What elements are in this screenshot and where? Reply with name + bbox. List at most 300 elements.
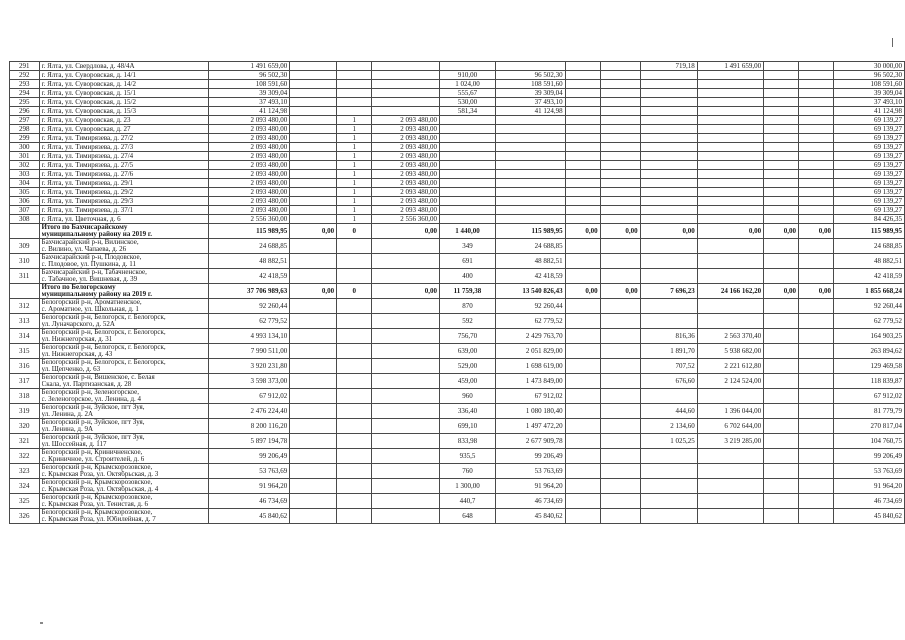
- row-number: 291: [10, 62, 40, 71]
- value-cell-c13: 48 882,51: [833, 254, 904, 269]
- value-cell-c12: [799, 434, 834, 449]
- table-row: [10, 509, 905, 524]
- value-cell-c12: [799, 98, 834, 107]
- value-cell-c2: [290, 494, 337, 509]
- address-line: ул. Ленина, д. 2А: [41, 411, 94, 418]
- value-cell-c5: [439, 143, 495, 152]
- value-cell-c7: [565, 188, 600, 197]
- value-cell-c5: 691: [439, 254, 495, 269]
- value-cell-c11: [764, 170, 799, 179]
- value-cell-c8: [600, 509, 640, 524]
- value-cell-c13: 164 903,25: [833, 329, 904, 344]
- value-cell-c1: 2 093 480,00: [208, 170, 290, 179]
- value-cell-c3: [337, 479, 372, 494]
- value-cell-c5: [439, 188, 495, 197]
- value-cell-c11: [764, 449, 799, 464]
- value-cell-c4: [372, 98, 440, 107]
- table-row: [10, 62, 905, 71]
- value-cell-c3: [337, 329, 372, 344]
- row-number: 303: [10, 170, 40, 179]
- address-line: с. Крымская Роза, ул. Юбилейная, д. 7: [41, 516, 156, 523]
- value-cell-c10: [697, 494, 763, 509]
- value-cell-c1: 45 840,62: [208, 509, 290, 524]
- value-cell-c7: [565, 125, 600, 134]
- address-line: с. Плодовое, ул. Пушкина, д. 11: [41, 261, 136, 268]
- value-cell-c13: 53 763,69: [833, 464, 904, 479]
- address-cell: [39, 125, 208, 134]
- value-cell-c1: 37 493,10: [208, 98, 290, 107]
- value-cell-c7: [565, 269, 600, 284]
- value-cell-c2: [290, 479, 337, 494]
- value-cell-c2: [290, 374, 337, 389]
- value-cell-c4: [372, 404, 440, 419]
- value-cell-c9: 0,00: [640, 224, 697, 239]
- address-line: г. Ялта, ул. Суворовская, д. 14/2: [41, 80, 136, 88]
- value-cell-c3: 1: [337, 188, 372, 197]
- value-cell-c10: [697, 71, 763, 80]
- value-cell-c11: [764, 494, 799, 509]
- value-cell-c2: [290, 314, 337, 329]
- address-line: Скала, ул. Партизанская, д. 28: [41, 381, 132, 388]
- value-cell-c4: [372, 269, 440, 284]
- value-cell-c2: [290, 464, 337, 479]
- value-cell-c9: [640, 464, 697, 479]
- value-cell-c5: 833,98: [439, 434, 495, 449]
- value-cell-c6: 2 429 763,70: [495, 329, 565, 344]
- value-cell-c9: [640, 197, 697, 206]
- value-cell-c12: [799, 179, 834, 188]
- value-cell-c11: [764, 299, 799, 314]
- address-line: ул. Шоссейная, д. 117: [41, 441, 107, 448]
- address-line: Белогорский р-н, Белогорск, г. Белогорск,: [41, 344, 166, 351]
- value-cell-c4: [372, 62, 440, 71]
- address-cell: [39, 494, 208, 509]
- value-cell-c13: 62 779,52: [833, 314, 904, 329]
- table-row: [10, 152, 905, 161]
- value-cell-c10: 0,00: [697, 224, 763, 239]
- value-cell-c3: [337, 80, 372, 89]
- value-cell-c13: 1 855 668,24: [833, 284, 904, 299]
- value-cell-c1: 67 912,02: [208, 389, 290, 404]
- table-row: [10, 161, 905, 170]
- value-cell-c6: 108 591,60: [495, 80, 565, 89]
- value-cell-c12: [799, 329, 834, 344]
- value-cell-c5: 336,40: [439, 404, 495, 419]
- address-line: Белогорский р-н, Зеленогорское,: [41, 389, 139, 396]
- value-cell-c1: 7 990 511,00: [208, 344, 290, 359]
- row-number: 324: [10, 479, 40, 494]
- value-cell-c13: 108 591,60: [833, 80, 904, 89]
- row-number: 294: [10, 89, 40, 98]
- value-cell-c9: [640, 449, 697, 464]
- value-cell-c13: 263 894,62: [833, 344, 904, 359]
- total-row: [10, 284, 905, 299]
- address-cell: [39, 464, 208, 479]
- row-number: 310: [10, 254, 40, 269]
- address-line: г. Ялта, ул. Тимирязева, д. 37/1: [41, 206, 134, 214]
- address-line: г. Ялта, ул. Суворовская, д. 23: [41, 116, 131, 124]
- address-line: с. Крымская Роза, ул. Октябрьская, д. 4: [41, 486, 159, 493]
- value-cell-c7: [565, 509, 600, 524]
- value-cell-c5: [439, 170, 495, 179]
- value-cell-c9: [640, 98, 697, 107]
- value-cell-c4: [372, 89, 440, 98]
- value-cell-c8: [600, 329, 640, 344]
- address-cell: [39, 89, 208, 98]
- value-cell-c1: 2 093 480,00: [208, 179, 290, 188]
- value-cell-c11: [764, 314, 799, 329]
- value-cell-c2: [290, 107, 337, 116]
- row-number: 321: [10, 434, 40, 449]
- value-cell-c5: 440,7: [439, 494, 495, 509]
- address-cell: [39, 161, 208, 170]
- value-cell-c9: [640, 107, 697, 116]
- table-row: [10, 494, 905, 509]
- value-cell-c1: 99 206,49: [208, 449, 290, 464]
- value-cell-c3: 1: [337, 179, 372, 188]
- value-cell-c5: 349: [439, 239, 495, 254]
- value-cell-c6: 1 473 849,00: [495, 374, 565, 389]
- value-cell-c11: [764, 404, 799, 419]
- value-cell-c5: 1 440,00: [439, 224, 495, 239]
- value-cell-c3: 1: [337, 125, 372, 134]
- address-cell: [39, 434, 208, 449]
- address-cell: [39, 170, 208, 179]
- value-cell-c4: 2 093 480,00: [372, 161, 440, 170]
- value-cell-c8: [600, 494, 640, 509]
- value-cell-c5: [439, 206, 495, 215]
- value-cell-c12: [799, 344, 834, 359]
- address-line: с. Зеленогорское, ул. Ленина, д. 4: [41, 396, 142, 403]
- value-cell-c12: [799, 314, 834, 329]
- value-cell-c3: [337, 344, 372, 359]
- value-cell-c3: [337, 359, 372, 374]
- value-cell-c9: [640, 116, 697, 125]
- value-cell-c7: [565, 179, 600, 188]
- value-cell-c12: [799, 464, 834, 479]
- value-cell-c8: [600, 98, 640, 107]
- value-cell-c9: 816,36: [640, 329, 697, 344]
- address-line: Белогорский р-н, Крымскорозовское,: [41, 464, 153, 471]
- address-cell: [39, 179, 208, 188]
- value-cell-c11: [764, 107, 799, 116]
- value-cell-c4: [372, 71, 440, 80]
- address-line: г. Ялта, ул. Тимирязева, д. 29/2: [41, 188, 134, 196]
- value-cell-c7: [565, 404, 600, 419]
- value-cell-c5: 935,5: [439, 449, 495, 464]
- value-cell-c8: [600, 449, 640, 464]
- value-cell-c2: [290, 170, 337, 179]
- value-cell-c7: [565, 254, 600, 269]
- address-line: ул. Нижнегорская, д. 43: [41, 351, 113, 358]
- value-cell-c7: [565, 434, 600, 449]
- address-line: Белогорский р-н, Зуйское, пгт Зуя,: [41, 404, 145, 411]
- value-cell-c8: [600, 80, 640, 89]
- value-cell-c6: [495, 125, 565, 134]
- table-row: [10, 188, 905, 197]
- value-cell-c3: 1: [337, 152, 372, 161]
- value-cell-c2: [290, 299, 337, 314]
- value-cell-c12: [799, 143, 834, 152]
- value-cell-c2: [290, 434, 337, 449]
- value-cell-c9: [640, 314, 697, 329]
- value-cell-c5: [439, 179, 495, 188]
- table-row: [10, 314, 905, 329]
- table-row: [10, 449, 905, 464]
- value-cell-c8: [600, 206, 640, 215]
- address-cell: [39, 224, 208, 239]
- value-cell-c5: 529,00: [439, 359, 495, 374]
- value-cell-c8: [600, 434, 640, 449]
- value-cell-c8: [600, 239, 640, 254]
- value-cell-c12: [799, 449, 834, 464]
- value-cell-c2: [290, 449, 337, 464]
- value-cell-c1: 2 093 480,00: [208, 197, 290, 206]
- row-number: 297: [10, 116, 40, 125]
- value-cell-c13: 69 139,27: [833, 206, 904, 215]
- value-cell-c6: 45 840,62: [495, 509, 565, 524]
- table-row: [10, 80, 905, 89]
- value-cell-c5: 760: [439, 464, 495, 479]
- value-cell-c4: 2 093 480,00: [372, 179, 440, 188]
- table-row: [10, 374, 905, 389]
- value-cell-c13: 91 964,20: [833, 479, 904, 494]
- value-cell-c8: [600, 107, 640, 116]
- value-cell-c7: [565, 494, 600, 509]
- value-cell-c10: [697, 254, 763, 269]
- address-line: Итого по Белогорскому: [41, 284, 116, 291]
- address-cell: [39, 284, 208, 299]
- value-cell-c10: [697, 134, 763, 143]
- value-cell-c2: [290, 269, 337, 284]
- value-cell-c12: [799, 374, 834, 389]
- value-cell-c1: 91 964,20: [208, 479, 290, 494]
- value-cell-c5: 1 300,00: [439, 479, 495, 494]
- value-cell-c13: 115 989,95: [833, 224, 904, 239]
- row-number: 298: [10, 125, 40, 134]
- scan-dust-mark: [40, 622, 43, 624]
- value-cell-c8: [600, 419, 640, 434]
- value-cell-c9: 676,60: [640, 374, 697, 389]
- value-cell-c12: 0,00: [799, 224, 834, 239]
- table-row: [10, 299, 905, 314]
- value-cell-c12: [799, 71, 834, 80]
- value-cell-c8: [600, 389, 640, 404]
- value-cell-c9: 7 696,23: [640, 284, 697, 299]
- row-number: 320: [10, 419, 40, 434]
- value-cell-c10: [697, 464, 763, 479]
- row-number: 311: [10, 269, 40, 284]
- value-cell-c6: 13 540 826,43: [495, 284, 565, 299]
- value-cell-c13: 30 000,00: [833, 62, 904, 71]
- value-cell-c4: 0,00: [372, 284, 440, 299]
- value-cell-c2: [290, 152, 337, 161]
- value-cell-c7: [565, 71, 600, 80]
- value-cell-c4: [372, 107, 440, 116]
- value-cell-c7: [565, 374, 600, 389]
- value-cell-c7: [565, 170, 600, 179]
- value-cell-c12: [799, 89, 834, 98]
- table-row: [10, 269, 905, 284]
- address-line: Белогорский р-н, Ароматненское,: [41, 299, 142, 306]
- value-cell-c6: 92 260,44: [495, 299, 565, 314]
- value-cell-c12: [799, 62, 834, 71]
- row-number: 307: [10, 206, 40, 215]
- value-cell-c11: [764, 389, 799, 404]
- value-cell-c13: 84 426,35: [833, 215, 904, 224]
- value-cell-c12: [799, 494, 834, 509]
- value-cell-c3: [337, 389, 372, 404]
- value-cell-c11: [764, 143, 799, 152]
- value-cell-c8: [600, 143, 640, 152]
- value-cell-c6: 1 080 180,40: [495, 404, 565, 419]
- value-cell-c12: [799, 206, 834, 215]
- value-cell-c12: [799, 125, 834, 134]
- value-cell-c10: [697, 314, 763, 329]
- value-cell-c10: 2 124 524,00: [697, 374, 763, 389]
- value-cell-c13: 45 840,62: [833, 509, 904, 524]
- value-cell-c8: [600, 179, 640, 188]
- value-cell-c13: 96 502,30: [833, 71, 904, 80]
- value-cell-c7: [565, 344, 600, 359]
- value-cell-c2: [290, 71, 337, 80]
- value-cell-c10: [697, 449, 763, 464]
- value-cell-c11: [764, 464, 799, 479]
- value-cell-c6: 46 734,69: [495, 494, 565, 509]
- value-cell-c11: [764, 179, 799, 188]
- address-cell: [39, 239, 208, 254]
- value-cell-c10: [697, 161, 763, 170]
- value-cell-c10: [697, 170, 763, 179]
- value-cell-c11: [764, 134, 799, 143]
- table-row: [10, 116, 905, 125]
- address-line: Белогорский р-н, Крымскорозовское,: [41, 509, 153, 516]
- address-line: г. Ялта, ул. Тимирязева, д. 29/1: [41, 179, 134, 187]
- address-line: Белогорский р-н, Вишенское, с. Белая: [41, 374, 155, 381]
- value-cell-c6: 1 497 472,20: [495, 419, 565, 434]
- address-line: Бахчисарайский р-н, Плодовское,: [41, 254, 142, 261]
- address-line: г. Ялта, ул. Суворовская, д. 15/1: [41, 89, 136, 97]
- value-cell-c12: [799, 479, 834, 494]
- value-cell-c7: [565, 449, 600, 464]
- address-line: г. Ялта, ул. Тимирязева, д. 27/4: [41, 152, 134, 160]
- address-line: г. Ялта, ул. Цветочная, д. 6: [41, 215, 121, 223]
- address-line: Белогорский р-н, Крымскорозовское,: [41, 494, 153, 501]
- value-cell-c12: [799, 239, 834, 254]
- value-cell-c9: [640, 125, 697, 134]
- table-row: [10, 239, 905, 254]
- value-cell-c3: 1: [337, 161, 372, 170]
- address-line: Белогорский р-н, Крымскорозовское,: [41, 479, 153, 486]
- table-row: [10, 197, 905, 206]
- address-cell: [39, 143, 208, 152]
- value-cell-c4: 2 093 480,00: [372, 143, 440, 152]
- row-number: 296: [10, 107, 40, 116]
- value-cell-c1: 3 920 231,80: [208, 359, 290, 374]
- value-cell-c11: [764, 359, 799, 374]
- address-cell: [39, 374, 208, 389]
- value-cell-c13: 39 309,04: [833, 89, 904, 98]
- value-cell-c8: 0,00: [600, 224, 640, 239]
- row-number: 312: [10, 299, 40, 314]
- address-line: муниципальному району на 2019 г.: [41, 231, 152, 238]
- value-cell-c4: [372, 254, 440, 269]
- value-cell-c13: 42 418,59: [833, 269, 904, 284]
- value-cell-c1: 2 093 480,00: [208, 152, 290, 161]
- value-cell-c8: [600, 269, 640, 284]
- table-row: [10, 329, 905, 344]
- value-cell-c6: [495, 152, 565, 161]
- value-cell-c10: [697, 80, 763, 89]
- value-cell-c3: [337, 509, 372, 524]
- value-cell-c9: [640, 239, 697, 254]
- value-cell-c13: 69 139,27: [833, 116, 904, 125]
- value-cell-c9: [640, 509, 697, 524]
- value-cell-c5: 1 024,00: [439, 80, 495, 89]
- value-cell-c4: [372, 449, 440, 464]
- row-number: 314: [10, 329, 40, 344]
- address-cell: [39, 359, 208, 374]
- address-line: ул. Ленина, д. 9А: [41, 426, 94, 433]
- value-cell-c11: 0,00: [764, 224, 799, 239]
- value-cell-c1: 2 093 480,00: [208, 134, 290, 143]
- address-line: г. Ялта, ул. Тимирязева, д. 27/6: [41, 170, 134, 178]
- value-cell-c2: [290, 143, 337, 152]
- value-cell-c4: 2 556 360,00: [372, 215, 440, 224]
- value-cell-c4: [372, 464, 440, 479]
- value-cell-c10: [697, 152, 763, 161]
- value-cell-c1: 2 093 480,00: [208, 116, 290, 125]
- value-cell-c4: [372, 329, 440, 344]
- value-cell-c5: 870: [439, 299, 495, 314]
- value-cell-c2: [290, 188, 337, 197]
- value-cell-c3: 1: [337, 206, 372, 215]
- value-cell-c6: 48 882,51: [495, 254, 565, 269]
- value-cell-c6: [495, 179, 565, 188]
- address-line: Белогорский р-н, Зуйское, пгт Зуя,: [41, 434, 145, 441]
- value-cell-c8: [600, 161, 640, 170]
- value-cell-c2: [290, 161, 337, 170]
- value-cell-c11: [764, 152, 799, 161]
- value-cell-c3: [337, 299, 372, 314]
- value-cell-c3: 1: [337, 134, 372, 143]
- value-cell-c5: 530,00: [439, 98, 495, 107]
- value-cell-c3: 1: [337, 116, 372, 125]
- value-cell-c7: [565, 80, 600, 89]
- value-cell-c13: 118 839,87: [833, 374, 904, 389]
- value-cell-c2: [290, 179, 337, 188]
- value-cell-c11: [764, 98, 799, 107]
- value-cell-c8: [600, 359, 640, 374]
- value-cell-c5: [439, 161, 495, 170]
- value-cell-c3: [337, 494, 372, 509]
- value-cell-c9: [640, 80, 697, 89]
- address-line: Белогорский р-н, Зуйское, пгт Зуя,: [41, 419, 145, 426]
- repair-cost-table: [9, 61, 905, 524]
- value-cell-c6: 37 493,10: [495, 98, 565, 107]
- value-cell-c9: [640, 152, 697, 161]
- value-cell-c5: [439, 116, 495, 125]
- table-row: [10, 215, 905, 224]
- value-cell-c12: [799, 359, 834, 374]
- value-cell-c7: [565, 464, 600, 479]
- value-cell-c7: [565, 152, 600, 161]
- value-cell-c3: [337, 239, 372, 254]
- value-cell-c1: 62 779,52: [208, 314, 290, 329]
- address-line: ул. Нижнегорская, д. 31: [41, 336, 113, 343]
- value-cell-c3: [337, 404, 372, 419]
- value-cell-c8: [600, 254, 640, 269]
